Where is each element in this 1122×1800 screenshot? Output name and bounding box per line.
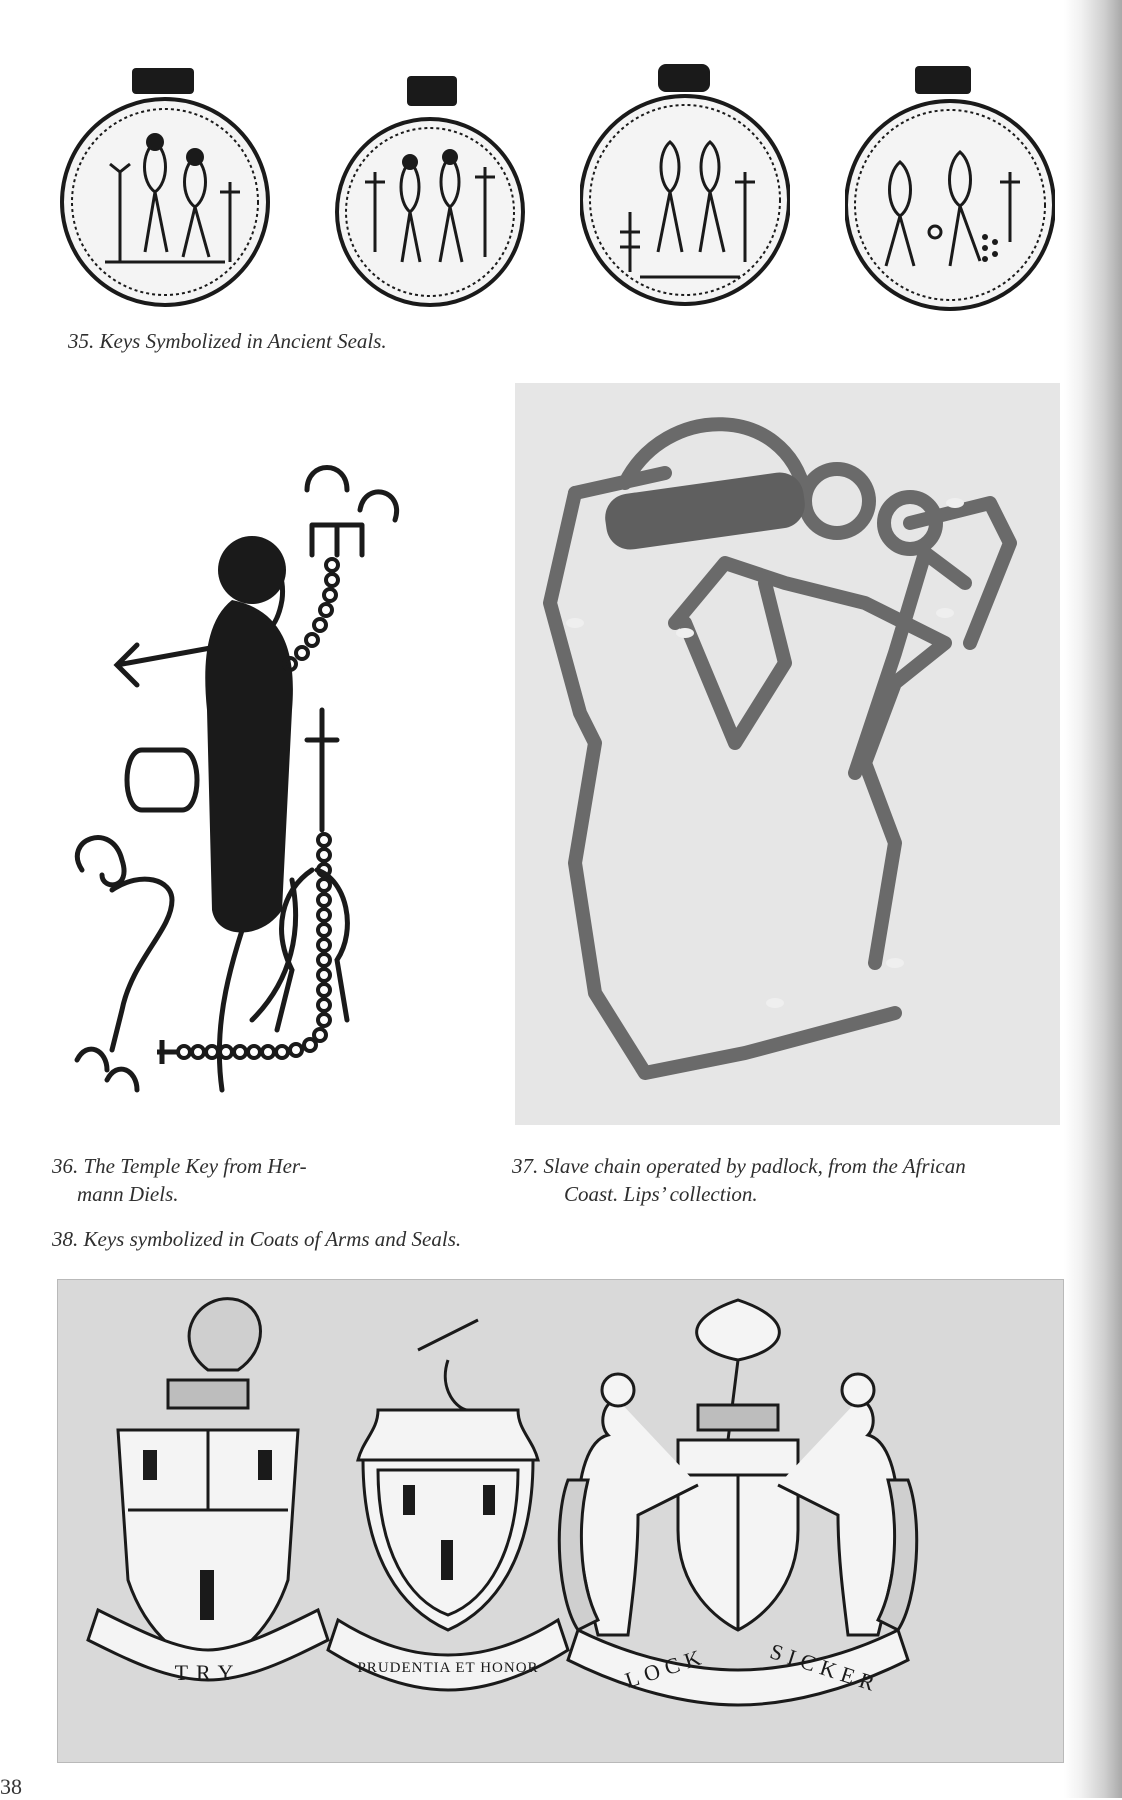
motto-sicker: SICKER	[767, 1638, 884, 1698]
coat-of-arms-lock-sicker	[559, 1300, 916, 1705]
coat-of-arms-try	[88, 1299, 328, 1680]
coats-of-arms-plate	[57, 1279, 1064, 1763]
figure-36-line1: The Temple Key from Her-	[83, 1154, 307, 1178]
motto-try: TRY	[174, 1660, 242, 1685]
ancient-seals-figure	[60, 62, 1050, 312]
seal-4	[845, 62, 1055, 312]
figure-37-line2: Coast. Lips’ collection.	[564, 1182, 758, 1206]
slave-chain-photo	[515, 383, 1060, 1125]
temple-key-figure	[62, 440, 412, 1110]
figure-37-caption	[512, 1152, 1072, 1208]
figure-38-number: 38.	[52, 1227, 79, 1251]
motto-lock: LOCK	[621, 1643, 710, 1693]
figure-36-caption	[52, 1152, 472, 1208]
book-spine-shadow	[1064, 0, 1122, 1798]
seal-1	[60, 62, 270, 312]
figure-36-number: 36.	[52, 1154, 79, 1178]
figure-38-text: Keys symbolized in Coats of Arms and Seals.	[83, 1227, 462, 1251]
motto-prudentia: PRUDENTIA ET HONOR	[357, 1660, 539, 1676]
coat-of-arms-prudentia	[328, 1320, 568, 1690]
figure-38-caption	[52, 1225, 461, 1253]
seal-2	[325, 62, 535, 312]
seal-3	[580, 62, 790, 312]
figure-35-caption	[68, 327, 387, 355]
figure-37-number: 37.	[512, 1154, 539, 1178]
figure-36-line2: mann Diels.	[77, 1182, 179, 1206]
page-number: 38	[0, 1774, 22, 1799]
figure-37-line1: Slave chain operated by padlock, from the African	[543, 1154, 966, 1178]
figure-35-text: Keys Symbolized in Ancient Seals.	[99, 329, 387, 353]
figure-35-number: 35.	[68, 329, 95, 353]
